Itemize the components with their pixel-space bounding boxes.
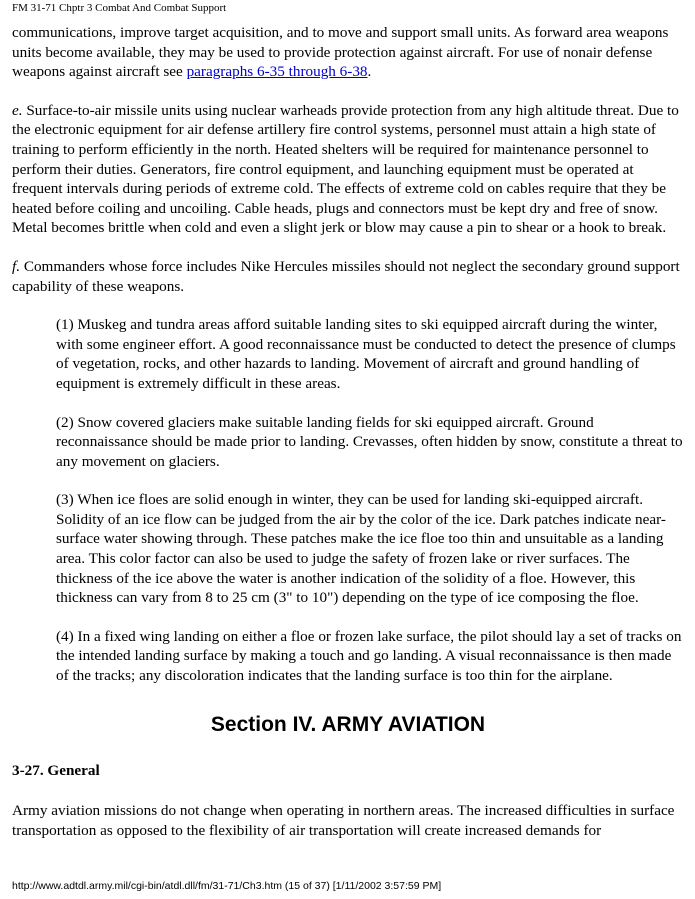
- paragraph-f-3: (3) When ice floes are solid enough in winter, they can be used for landing ski-equipped aircraft. Solidity of an ice flow can be judged from the air by the color of the ice. Dark patches indicate near-surface water showing through. These patches make the ice floe too thin and unsuitable as a landing area. This color factor can also be used to judge the safety of frozen lake or river surfaces. The thickness of the ice above the water is another indication of the solidity of a floe. However, this thickness can vary from 8 to 25 cm (3" to 10") depending on the type of ice composing the floe.: [56, 491, 666, 607]
- paragraph-f-1: (1) Muskeg and tundra areas afford suitable landing sites to ski equipped aircraft during the winter, with some engineer effort. A good reconnaissance must be conducted to detect the presence of clumps of vegetation, rocks, and other hazards to landing. Movement of aircraft and ground handling of equipment is extremely difficult in these areas.: [56, 316, 676, 392]
- paragraph-e-letter: e.: [12, 101, 23, 119]
- subsection-paragraph: Army aviation missions do not change when operating in northern areas. The increased difficulties in surface transportation as opposed to the flexibility of air transportation will create increased demands for: [12, 802, 675, 839]
- paragraphs-6-35-link[interactable]: paragraphs 6-35 through 6-38: [186, 63, 368, 81]
- paragraph-e: [12, 101, 684, 238]
- paragraph-f-letter: f.: [12, 257, 21, 275]
- page-header: FM 31-71 Chptr 3 Combat And Combat Support: [12, 2, 227, 14]
- paragraph-intro: [12, 23, 684, 82]
- paragraph-f-4: (4) In a fixed wing landing on either a floe or frozen lake surface, the pilot should lay a set of tracks on the intended landing surface by making a touch and go landing. A visual reconnaissance is then made of the tracks; any discoloration indicates that the landing surface is too thin for the airplane.: [56, 627, 682, 685]
- page-footer-url: http://www.adtdl.army.mil/cgi-bin/atdl.dll/fm/31-71/Ch3.htm (15 of 37) [1/11/2002 3:57:59 PM]: [12, 880, 442, 892]
- paragraph-f-2: (2) Snow covered glaciers make suitable landing fields for ski equipped aircraft. Ground reconnaissance should be made prior to landing. Crevasses, often hidden by snow, constitute a threat to any movement on glaciers.: [56, 413, 683, 470]
- paragraph-f-text: Commanders whose force includes Nike Hercules missiles should not neglect the secondary ground support capability of these weapons.: [12, 257, 680, 295]
- paragraph-e-text: Surface-to-air missile units using nuclear warheads provide protection from any high altitude threat. Due to the electronic equipment for air defense artillery fire control systems, personnel must attain a high state of training to perform efficiently in the north. Heated shelters will be required for maintenance personnel to perform their duties. Generators, fire control equipment, and launching equipment must be operated at frequent intervals during periods of extreme cold. The effects of extreme cold on cables require that they be heated before coiling and uncoiling. Cable heads, plugs and connectors must be kept dry and free of snow. Metal becomes brittle when cold and even a slight jerk or blow may cause a pin to shear or a hook to break.: [12, 101, 679, 237]
- subsection-title: 3-27. General: [12, 761, 100, 779]
- paragraph-intro-end: .: [367, 63, 372, 81]
- paragraph-intro-text: communications, improve target acquisition, and to move and support small units. As forward area weapons units become available, they may be used to provide protection against aircraft. For use of nonair defense weapons against aircraft see: [12, 24, 669, 81]
- document-body: [12, 23, 684, 859]
- paragraph-f: [12, 257, 684, 296]
- section-title: Section IV. ARMY AVIATION: [210, 712, 486, 736]
